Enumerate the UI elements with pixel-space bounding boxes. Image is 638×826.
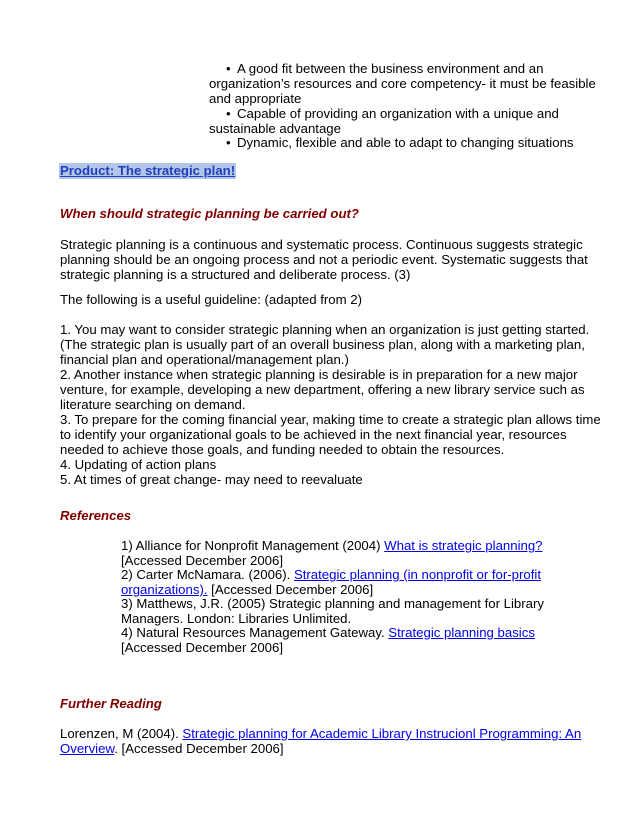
reference-4-link[interactable]: Strategic planning basics bbox=[388, 625, 535, 640]
when-heading: When should strategic planning be carried out? bbox=[60, 206, 359, 221]
bullet-item-3: • Dynamic, flexible and able to adapt to changing situations bbox=[209, 135, 589, 150]
product-strategic-plan-link[interactable]: Product: The strategic plan! bbox=[60, 163, 236, 178]
further-reading-heading: Further Reading bbox=[60, 696, 162, 711]
bullet-item-2: • Capable of providing an organization with a unique and sustainable advantage bbox=[209, 106, 559, 136]
guideline-list: 1. You may want to consider strategic planning when an organization is just getting started. (The strategic plan is usually part of an overall business plan, along with a marketing plan, financial plan and operational/management plan.) 2. Another instance when strategic planning is desirable is in preparation for a new major venture, for example, developing a new department, offering a new library service such as literature searching on demand. 3. To prepare for the coming financial year, making time to create a strategic plan allows time to identify your organizational goals to be achieved in the next financial year, resources needed to achieve those goals, and funding needed to obtain the resources. 4. Updating of action plans 5. At times of great change- may need to reevaluate bbox=[60, 322, 601, 487]
bullet-dot: • bbox=[226, 135, 231, 150]
reference-2-link-cont[interactable]: organizations). bbox=[121, 582, 208, 597]
bullet-dot: • bbox=[226, 61, 231, 76]
guideline-paragraph: The following is a useful guideline: (adapted from 2) bbox=[60, 292, 363, 307]
further-reading-entry: Lorenzen, M (2004). Strategic planning for Academic Library Instrucionl Programming: An Overview. [Accessed December 2006] bbox=[60, 726, 582, 756]
reference-2: 2) Carter McNamara. (2006). Strategic planning (in nonprofit or for-profit organizations). [Accessed December 2006] bbox=[121, 567, 541, 597]
reference-1: 1) Alliance for Nonprofit Management (2004) What is strategic planning? [Accessed December 2006] bbox=[121, 538, 543, 568]
reference-1-link[interactable]: What is strategic planning? bbox=[384, 538, 543, 553]
further-reading-link[interactable]: Strategic planning for Academic Library Instrucionl Programming: An bbox=[182, 726, 582, 741]
reference-2-link[interactable]: Strategic planning (in nonprofit or for-profit bbox=[293, 567, 541, 582]
reference-4: 4) Natural Resources Management Gateway. Strategic planning basics [Accessed December 2006] bbox=[121, 625, 535, 655]
intro-paragraph: Strategic planning is a continuous and systematic process. Continuous suggests strategic planning should be an ongoing process and not a periodic event. Systematic suggests that strategic planning is a structured and deliberate process. (3) bbox=[60, 237, 588, 282]
bullet-dot: • bbox=[226, 106, 231, 121]
further-reading-link-cont[interactable]: Overview bbox=[60, 741, 115, 756]
reference-3: 3) Matthews, J.R. (2005) Strategic planning and management for Library Managers. London: Libraries Unlimited. bbox=[121, 596, 544, 626]
bullet-item-1: • A good fit between the business environment and an organization’s resources and core competency- it must be feasible and appropriate bbox=[209, 61, 596, 106]
references-heading: References bbox=[60, 508, 132, 523]
